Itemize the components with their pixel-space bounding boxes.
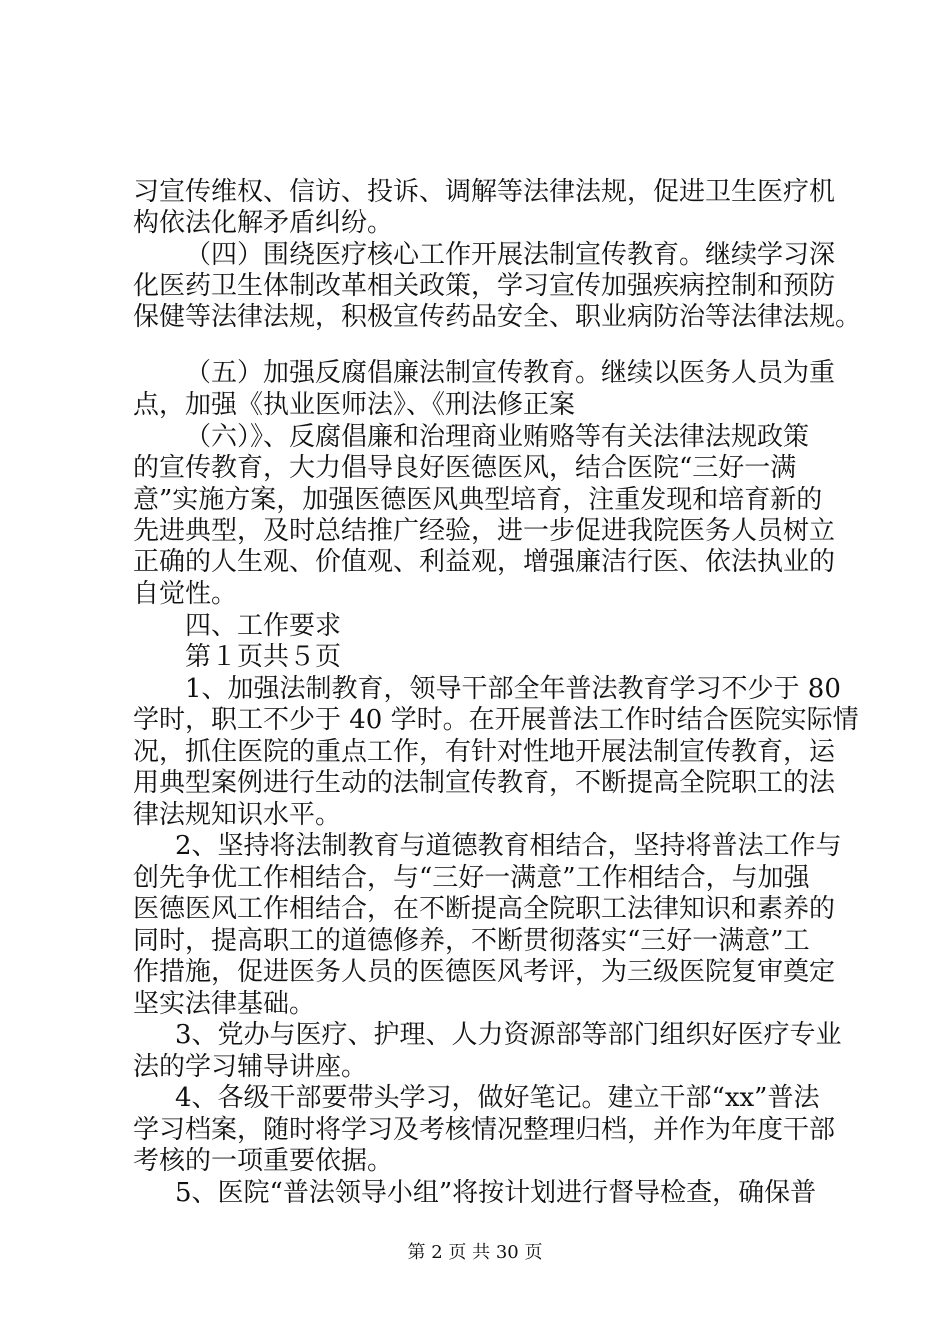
text-line: 3、党办与医疗、护理、人力资源部等部门组织好医疗专业 <box>175 1020 842 1050</box>
text-line: 作措施，促进医务人员的医德医风考评，为三级医院复审奠定 <box>133 957 836 987</box>
text-line: 考核的一项重要依据。 <box>133 1146 394 1176</box>
text-line: 自觉性。 <box>133 579 238 609</box>
text-line: 的宣传教育，大力倡导良好医德医风，结合医院“三好一满 <box>133 453 797 483</box>
text-line: 意”实施方案，加强医德医风典型培育，注重发现和培育新的 <box>133 485 823 515</box>
text-line: 1、加强法制教育，领导干部全年普法教育学习不少于 80 <box>185 674 841 704</box>
text-line: 习宣传维权、信访、投诉、调解等法律法规，促进卫生医疗机 <box>133 177 836 207</box>
text-line: 创先争优工作相结合，与“三好一满意”工作相结合，与加强 <box>133 863 810 893</box>
text-line: 先进典型，及时总结推广经验，进一步促进我院医务人员树立 <box>133 516 836 546</box>
page-marker: 第１页共５页 <box>185 642 342 672</box>
text-line: （六）》、反腐倡廉和治理商业贿赂等有关法律法规政策 <box>185 422 810 452</box>
text-line: 保健等法律法规，积极宣传药品安全、职业病防治等法律法规。 <box>133 302 862 332</box>
text-line: 2、坚持将法制教育与道德教育相结合，坚持将普法工作与 <box>175 831 842 861</box>
text-line: 况，抓住医院的重点工作，有针对性地开展法制宣传教育，运 <box>133 737 836 767</box>
text-line: 医德医风工作相结合，在不断提高全院职工法律知识和素养的 <box>133 894 836 924</box>
text-line: 法的学习辅导讲座。 <box>133 1052 368 1082</box>
text-line: （五）加强反腐倡廉法制宣传教育。继续以医务人员为重 <box>185 358 836 388</box>
text-line: 点，加强《执业医师法》、《刑法修正案 <box>133 390 576 420</box>
section-heading: 四、工作要求 <box>185 611 342 641</box>
page-footer: 第 2 页 共 30 页 <box>407 1242 543 1263</box>
text-line: （四）围绕医疗核心工作开展法制宣传教育。继续学习深 <box>185 240 836 270</box>
text-line: 学习档案，随时将学习及考核情况整理归档，并作为年度干部 <box>133 1115 836 1145</box>
text-line: 坚实法律基础。 <box>133 989 316 1019</box>
text-line: 律法规知识水平。 <box>133 800 342 830</box>
text-line: 学时，职工不少于 40 学时。在开展普法工作时结合医院实际情 <box>133 705 859 735</box>
text-line: 5、医院“普法领导小组”将按计划进行督导检查，确保普 <box>175 1178 817 1208</box>
text-line: 4、各级干部要带头学习，做好笔记。建立干部“xx”普法 <box>175 1083 820 1113</box>
text-line: 用典型案例进行生动的法制宣传教育，不断提高全院职工的法 <box>133 768 836 798</box>
text-line: 同时，提高职工的道德修养，不断贯彻落实“三好一满意”工 <box>133 926 810 956</box>
text-line: 化医药卫生体制改革相关政策，学习宣传加强疾病控制和预防 <box>133 271 836 301</box>
text-line: 正确的人生观、价值观、利益观，增强廉洁行医、依法执业的 <box>133 547 836 577</box>
text-line: 构依法化解矛盾纠纷。 <box>133 208 394 238</box>
